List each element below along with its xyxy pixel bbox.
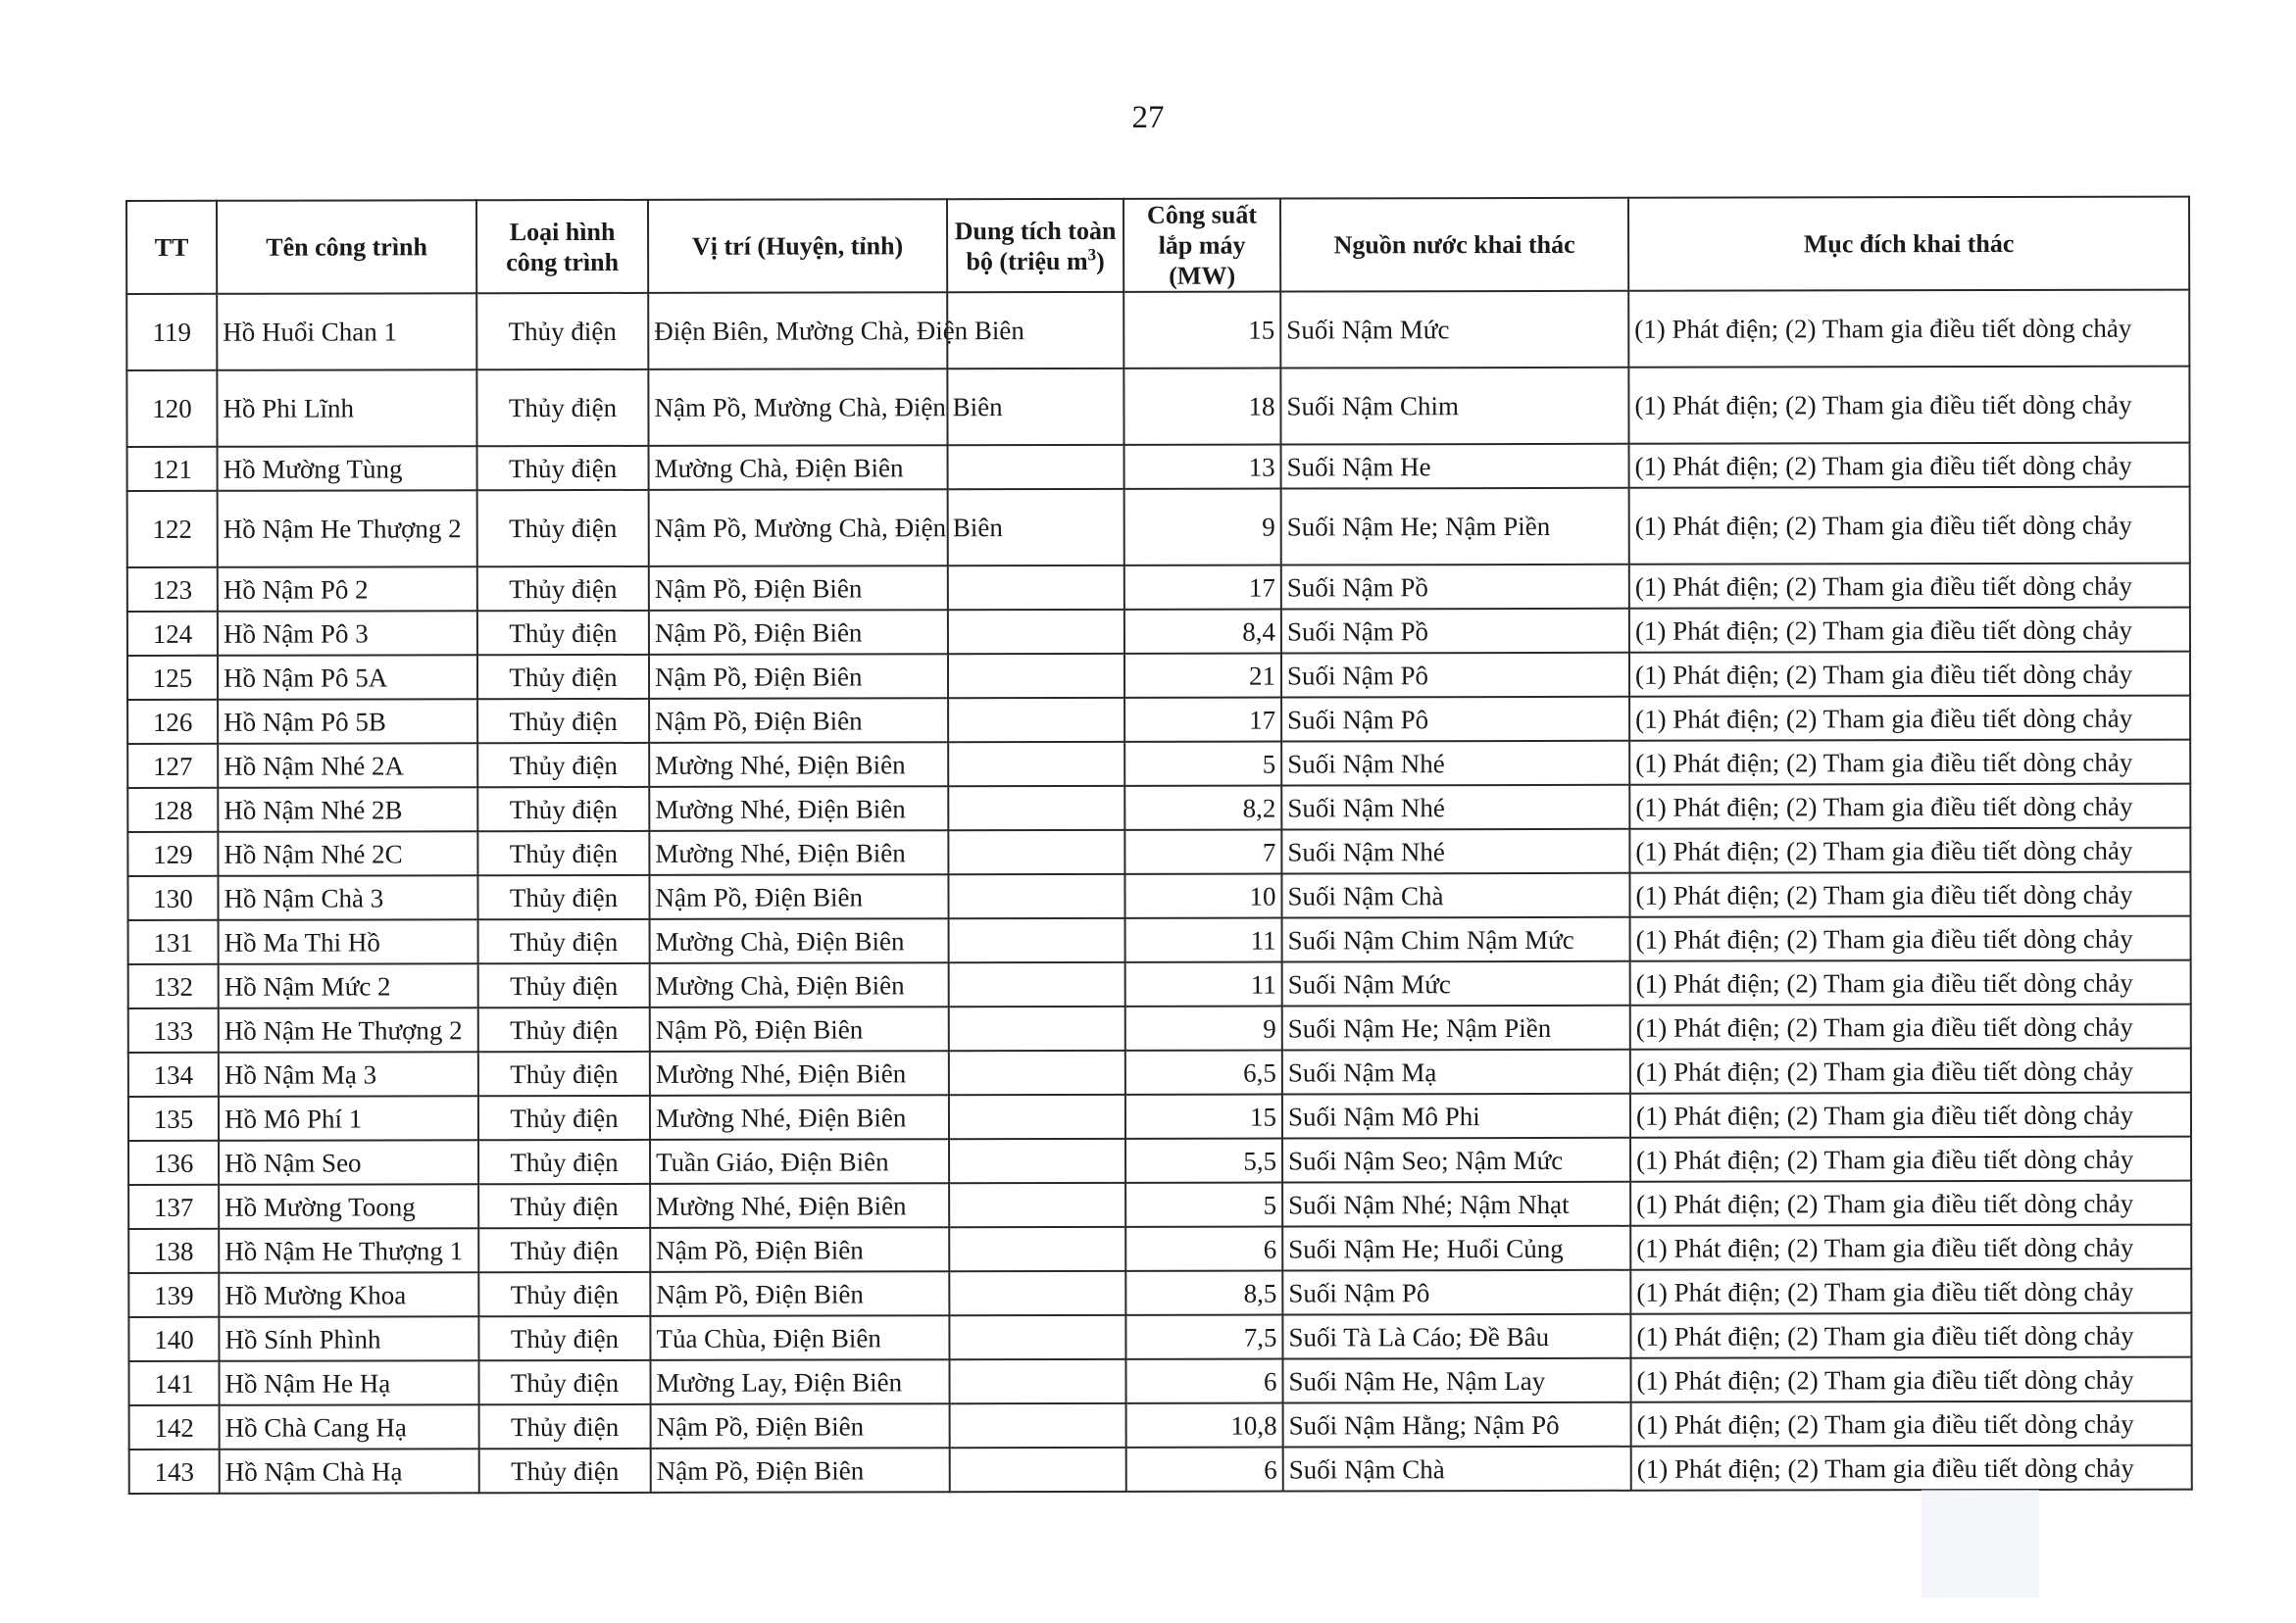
cell-name: Hồ Nậm He Thượng 2 (218, 490, 477, 567)
cell-type: Thủy điện (478, 919, 650, 963)
cell-location: Nậm Pồ, Mường Chà, Điện Biên (649, 489, 948, 566)
cell-capacity: 7,5 (1125, 1315, 1282, 1359)
cell-location: Nậm Pồ, Điện Biên (650, 1227, 949, 1272)
cell-tt: 130 (127, 876, 218, 920)
cell-purpose: (1) Phát điện; (2) Tham gia điều tiết dòng chảy (1630, 1313, 2191, 1358)
cell-water-source: Suối Nậm Pô (1282, 1270, 1630, 1315)
header-name: Tên công trình (217, 200, 476, 294)
cell-volume (948, 610, 1124, 654)
cell-type: Thủy điện (478, 1096, 650, 1140)
table-row (127, 740, 2190, 788)
table-body (126, 290, 2192, 1494)
cell-volume (949, 1139, 1125, 1183)
cell-capacity: 17 (1124, 566, 1281, 610)
cell-water-source: Suối Nậm Pồ (1281, 609, 1629, 654)
table-row (127, 828, 2190, 876)
cell-tt: 127 (127, 744, 218, 788)
cell-capacity: 13 (1124, 445, 1281, 489)
cell-name: Hồ Sính Phình (219, 1316, 478, 1361)
cell-location: Tuần Giáo, Điện Biên (650, 1139, 949, 1184)
cell-water-source: Suối Nậm Nhé (1281, 785, 1629, 830)
cell-water-source: Suối Nậm Mô Phi (1282, 1094, 1630, 1139)
cell-location: Nậm Pồ, Điện Biên (649, 874, 948, 919)
cell-type: Thủy điện (477, 743, 649, 787)
cell-volume (949, 918, 1125, 962)
cell-capacity: 5 (1125, 1183, 1282, 1227)
cell-location: Nậm Pồ, Điện Biên (649, 566, 948, 611)
cell-purpose: (1) Phát điện; (2) Tham gia điều tiết dòng chảy (1629, 828, 2190, 873)
cell-purpose: (1) Phát điện; (2) Tham gia điều tiết dòng chảy (1629, 487, 2190, 565)
table-row (128, 1181, 2191, 1229)
cell-water-source: Suối Tà Là Cáo; Đề Bâu (1282, 1314, 1630, 1359)
cell-capacity: 15 (1125, 1095, 1282, 1139)
cell-tt: 125 (127, 656, 218, 700)
cell-tt: 134 (128, 1053, 219, 1097)
cell-location: Điện Biên, Mường Chà, Điện Biên (648, 292, 947, 369)
cell-location: Mường Chà, Điện Biên (650, 918, 949, 963)
table-row (129, 1446, 2192, 1494)
cell-volume (948, 654, 1124, 698)
cell-water-source: Suối Nậm Chim (1280, 368, 1628, 445)
table-row (127, 784, 2190, 832)
cell-water-source: Suối Nậm He (1281, 444, 1629, 489)
cell-type: Thủy điện (478, 1184, 650, 1228)
header-volume-text: Dung tích toàn bộ (triệu m (954, 216, 1117, 275)
cell-volume (950, 1403, 1126, 1448)
cell-water-source: Suối Nậm Nhé (1281, 741, 1629, 786)
cell-name: Hồ Nậm Nhé 2B (218, 787, 477, 832)
cell-type: Thủy điện (477, 490, 649, 566)
cell-purpose: (1) Phát điện; (2) Tham gia điều tiết dòng chảy (1629, 696, 2190, 741)
cell-location: Mường Nhé, Điện Biên (650, 1095, 949, 1140)
cell-tt: 139 (128, 1273, 219, 1317)
cell-type: Thủy điện (479, 1404, 651, 1449)
cell-water-source: Suối Nậm Seo; Nậm Mức (1282, 1138, 1630, 1183)
cell-type: Thủy điện (477, 787, 649, 831)
cell-purpose: (1) Phát điện; (2) Tham gia điều tiết dòng chảy (1631, 1446, 2192, 1491)
cell-water-source: Suối Nậm Chà (1283, 1447, 1631, 1492)
table-row (128, 1093, 2191, 1141)
cell-tt: 132 (128, 964, 219, 1008)
cell-capacity: 8,2 (1124, 786, 1281, 830)
cell-name: Hồ Nậm He Thượng 2 (219, 1008, 478, 1053)
cell-tt: 137 (128, 1185, 219, 1229)
cell-location: Nậm Pồ, Điện Biên (651, 1448, 950, 1493)
cell-tt: 120 (126, 370, 217, 447)
cell-water-source: Suối Nậm Pô (1281, 653, 1629, 698)
cell-purpose: (1) Phát điện; (2) Tham gia điều tiết dòng chảy (1628, 367, 2189, 444)
cell-water-source: Suối Nậm He, Nậm Lay (1282, 1358, 1630, 1403)
cell-volume (949, 1271, 1125, 1315)
scan-smudge (1922, 1490, 2039, 1598)
cell-capacity: 9 (1125, 1007, 1282, 1051)
cell-location: Mường Chà, Điện Biên (650, 962, 949, 1008)
cell-location: Mường Nhé, Điện Biên (649, 786, 948, 831)
table-row (128, 1313, 2191, 1361)
cell-tt: 128 (127, 788, 218, 832)
cell-type: Thủy điện (477, 446, 649, 490)
cell-name: Hồ Ma Thi Hồ (219, 919, 478, 964)
cell-volume (948, 874, 1124, 918)
cell-capacity: 17 (1124, 698, 1281, 742)
table-row (128, 1269, 2191, 1317)
cell-purpose: (1) Phát điện; (2) Tham gia điều tiết dòng chảy (1630, 1137, 2191, 1182)
cell-name: Hồ Nậm Chà 3 (218, 875, 477, 920)
cell-location: Tủa Chùa, Điện Biên (650, 1315, 949, 1360)
cell-name: Hồ Huổi Chan 1 (217, 293, 476, 370)
cell-purpose: (1) Phát điện; (2) Tham gia điều tiết dòng chảy (1628, 290, 2189, 368)
cell-type: Thủy điện (478, 1228, 650, 1272)
table-row (127, 652, 2190, 700)
cell-capacity: 15 (1123, 292, 1280, 369)
table-row (127, 872, 2190, 920)
cell-purpose: (1) Phát điện; (2) Tham gia điều tiết dòng chảy (1629, 872, 2190, 917)
cell-water-source: Suối Nậm Chà (1281, 873, 1629, 918)
table-row (128, 1357, 2191, 1405)
table-row (126, 290, 2189, 370)
cell-type: Thủy điện (478, 963, 650, 1008)
cell-name: Hồ Nậm Chà Hạ (220, 1449, 479, 1494)
cell-purpose: (1) Phát điện; (2) Tham gia điều tiết dòng chảy (1630, 1181, 2191, 1226)
table-row (126, 367, 2189, 447)
table-row (128, 916, 2191, 964)
reservoir-table (125, 196, 2193, 1495)
cell-type: Thủy điện (478, 1052, 650, 1096)
cell-name: Hồ Nậm Nhé 2A (218, 743, 477, 788)
cell-location: Mường Chà, Điện Biên (649, 445, 948, 490)
cell-capacity: 6 (1125, 1227, 1282, 1271)
cell-purpose: (1) Phát điện; (2) Tham gia điều tiết dòng chảy (1630, 1005, 2191, 1050)
cell-capacity: 7 (1124, 830, 1281, 874)
cell-purpose: (1) Phát điện; (2) Tham gia điều tiết dòng chảy (1630, 916, 2191, 961)
cell-water-source: Suối Nậm Chim Nậm Mức (1282, 917, 1630, 962)
cell-capacity: 8,4 (1124, 610, 1281, 654)
cell-location: Nậm Pồ, Điện Biên (649, 610, 948, 655)
cell-name: Hồ Nậm He Hạ (219, 1360, 478, 1405)
cell-capacity: 5,5 (1125, 1139, 1282, 1183)
cell-tt: 126 (127, 700, 218, 744)
header-location: Vị trí (Huyện, tỉnh) (648, 199, 947, 293)
cell-type: Thủy điện (477, 655, 649, 699)
cell-purpose: (1) Phát điện; (2) Tham gia điều tiết dòng chảy (1630, 1093, 2191, 1138)
cell-tt: 129 (127, 832, 218, 876)
header-type: Loại hình công trình (476, 200, 648, 293)
cell-capacity: 21 (1124, 654, 1281, 698)
cell-name: Hồ Nậm Nhé 2C (218, 831, 477, 876)
cell-location: Nậm Pồ, Điện Biên (650, 1271, 949, 1316)
table-row (127, 564, 2190, 612)
table-row (127, 608, 2190, 656)
cell-tt: 122 (127, 491, 218, 567)
cell-tt: 141 (128, 1361, 219, 1405)
cell-location: Nậm Pồ, Điện Biên (649, 698, 948, 743)
cell-water-source: Suối Nậm Mạ (1282, 1050, 1630, 1095)
cell-purpose: (1) Phát điện; (2) Tham gia điều tiết dòng chảy (1629, 443, 2190, 488)
cell-volume (949, 1227, 1125, 1271)
cell-capacity: 10,8 (1126, 1403, 1283, 1448)
cell-volume (949, 1007, 1125, 1051)
cell-water-source: Suối Nậm Nhé (1281, 829, 1629, 874)
cell-location: Mường Nhé, Điện Biên (649, 830, 948, 875)
cell-volume (950, 1448, 1126, 1492)
cell-name: Hồ Mường Tùng (218, 446, 477, 491)
table-row (128, 960, 2191, 1008)
cell-tt: 140 (128, 1317, 219, 1361)
cell-tt: 131 (128, 920, 219, 964)
cell-type: Thủy điện (478, 1360, 650, 1404)
header-capacity: Công suất lắp máy (MW) (1123, 199, 1280, 292)
cell-name: Hồ Nậm Pô 3 (218, 611, 477, 656)
cell-water-source: Suối Nậm Mức (1280, 291, 1628, 369)
table-row (128, 1225, 2191, 1273)
table-row (128, 1049, 2191, 1097)
cell-capacity: 6 (1126, 1448, 1283, 1492)
cell-volume (948, 698, 1124, 742)
cell-volume (948, 786, 1124, 830)
table-row (127, 443, 2190, 491)
header-volume (947, 199, 1123, 292)
cell-purpose: (1) Phát điện; (2) Tham gia điều tiết dòng chảy (1629, 740, 2190, 785)
cell-capacity: 6 (1125, 1359, 1282, 1403)
cell-type: Thủy điện (478, 1316, 650, 1360)
cell-water-source: Suối Nậm Pô (1281, 697, 1629, 742)
cell-location: Mường Nhé, Điện Biên (650, 1183, 949, 1228)
header-volume-superscript: 3 (1087, 244, 1097, 264)
table-row (127, 696, 2190, 744)
cell-capacity: 18 (1123, 369, 1280, 445)
cell-location: Nậm Pồ, Mường Chà, Điện Biên (648, 369, 947, 446)
cell-type: Thủy điện (478, 1140, 650, 1184)
cell-tt: 123 (127, 567, 218, 612)
cell-type: Thủy điện (479, 1449, 651, 1493)
cell-name: Hồ Nậm Pô 5A (218, 655, 477, 700)
header-water-source: Nguồn nước khai thác (1280, 198, 1628, 292)
cell-volume (949, 1095, 1125, 1139)
cell-type: Thủy điện (477, 699, 649, 743)
cell-purpose: (1) Phát điện; (2) Tham gia điều tiết dòng chảy (1630, 1225, 2191, 1270)
cell-purpose: (1) Phát điện; (2) Tham gia điều tiết dòng chảy (1631, 1402, 2192, 1447)
cell-water-source: Suối Nậm He; Huổi Củng (1282, 1226, 1630, 1271)
cell-type: Thủy điện (476, 369, 648, 446)
cell-tt: 143 (129, 1450, 220, 1494)
header-purpose: Mục đích khai thác (1628, 197, 2189, 291)
cell-type: Thủy điện (478, 1272, 650, 1316)
cell-capacity: 5 (1124, 742, 1281, 786)
cell-volume (948, 742, 1124, 786)
cell-type: Thủy điện (478, 1008, 650, 1052)
cell-water-source: Suối Nậm Hằng; Nậm Pô (1283, 1402, 1631, 1448)
cell-type: Thủy điện (477, 831, 649, 875)
cell-type: Thủy điện (476, 293, 648, 369)
cell-name: Hồ Mường Toong (219, 1184, 478, 1229)
page-number: 27 (1131, 100, 1165, 135)
cell-purpose: (1) Phát điện; (2) Tham gia điều tiết dòng chảy (1629, 784, 2190, 829)
cell-name: Hồ Nậm Pô 2 (218, 566, 477, 612)
cell-tt: 135 (128, 1097, 219, 1141)
cell-name: Hồ Nậm Mức 2 (219, 963, 478, 1008)
cell-location: Nậm Pồ, Điện Biên (650, 1007, 949, 1052)
cell-location: Nậm Pồ, Điện Biên (649, 654, 948, 699)
cell-location: Nậm Pồ, Điện Biên (651, 1403, 950, 1449)
cell-volume (949, 962, 1125, 1007)
cell-purpose: (1) Phát điện; (2) Tham gia điều tiết dòng chảy (1630, 1049, 2191, 1094)
table-header-row (126, 197, 2189, 294)
table-row (128, 1005, 2191, 1053)
table-row (127, 487, 2190, 567)
cell-volume (949, 1183, 1125, 1227)
table-row (129, 1402, 2192, 1450)
cell-capacity: 9 (1124, 489, 1281, 566)
cell-type: Thủy điện (477, 611, 649, 655)
cell-volume (949, 1315, 1125, 1359)
cell-volume (948, 830, 1124, 874)
cell-type: Thủy điện (477, 875, 649, 919)
cell-name: Hồ Nậm He Thượng 1 (219, 1228, 478, 1273)
cell-water-source: Suối Nậm Mức (1282, 961, 1630, 1007)
cell-name: Hồ Nậm Mạ 3 (219, 1052, 478, 1097)
cell-location: Mường Lay, Điện Biên (650, 1359, 949, 1404)
cell-water-source: Suối Nậm He; Nậm Piền (1281, 488, 1629, 566)
cell-tt: 136 (128, 1141, 219, 1185)
cell-location: Mường Nhé, Điện Biên (649, 742, 948, 787)
cell-name: Hồ Nậm Pô 5B (218, 699, 477, 744)
cell-tt: 142 (129, 1405, 220, 1450)
cell-name: Hồ Chà Cang Hạ (220, 1404, 479, 1450)
cell-name: Hồ Mường Khoa (219, 1272, 478, 1317)
table-row (128, 1137, 2191, 1185)
cell-purpose: (1) Phát điện; (2) Tham gia điều tiết dòng chảy (1629, 564, 2190, 609)
cell-volume (948, 566, 1124, 610)
cell-tt: 121 (127, 447, 218, 491)
cell-purpose: (1) Phát điện; (2) Tham gia điều tiết dòng chảy (1629, 652, 2190, 697)
cell-type: Thủy điện (477, 566, 649, 611)
cell-tt: 133 (128, 1008, 219, 1053)
cell-capacity: 10 (1124, 874, 1281, 918)
cell-name: Hồ Nậm Seo (219, 1140, 478, 1185)
cell-location: Mường Nhé, Điện Biên (650, 1051, 949, 1096)
header-tt: TT (126, 201, 217, 294)
cell-name: Hồ Phi Lĩnh (217, 369, 476, 447)
cell-volume (948, 445, 1124, 489)
cell-water-source: Suối Nậm Nhé; Nậm Nhạt (1282, 1182, 1630, 1227)
cell-tt: 138 (128, 1229, 219, 1273)
cell-capacity: 8,5 (1125, 1271, 1282, 1315)
cell-capacity: 6,5 (1125, 1051, 1282, 1095)
cell-tt: 119 (126, 294, 217, 370)
cell-capacity: 11 (1125, 918, 1282, 962)
cell-water-source: Suối Nậm Pồ (1281, 565, 1629, 610)
cell-volume (949, 1051, 1125, 1095)
cell-volume (949, 1359, 1125, 1403)
cell-purpose: (1) Phát điện; (2) Tham gia điều tiết dòng chảy (1630, 1269, 2191, 1314)
header-volume-close: ) (1096, 246, 1105, 275)
cell-purpose: (1) Phát điện; (2) Tham gia điều tiết dòng chảy (1630, 960, 2191, 1006)
cell-tt: 124 (127, 612, 218, 656)
cell-purpose: (1) Phát điện; (2) Tham gia điều tiết dòng chảy (1630, 1357, 2191, 1402)
cell-name: Hồ Mô Phí 1 (219, 1096, 478, 1141)
cell-capacity: 11 (1125, 962, 1282, 1007)
cell-water-source: Suối Nậm He; Nậm Piền (1282, 1006, 1630, 1051)
cell-purpose: (1) Phát điện; (2) Tham gia điều tiết dòng chảy (1629, 608, 2190, 653)
